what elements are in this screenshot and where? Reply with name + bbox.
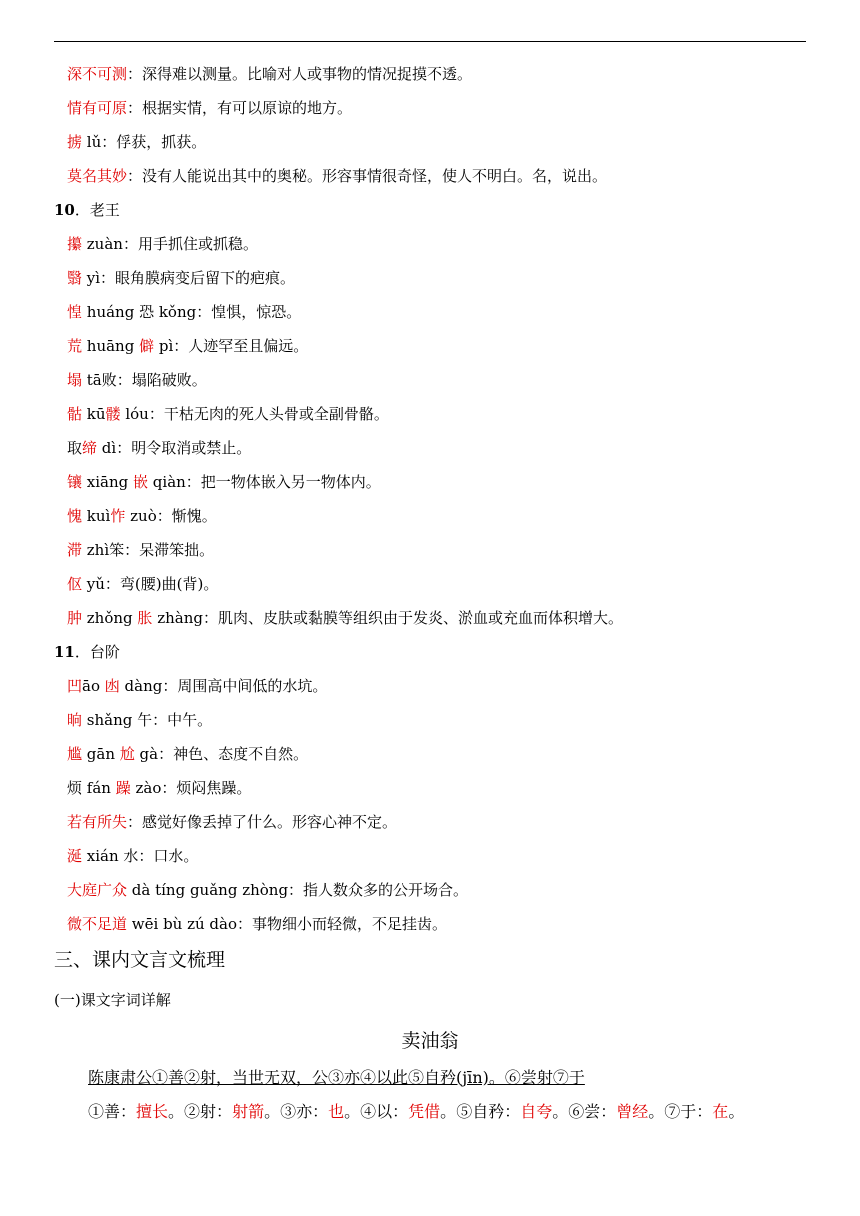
entry-line — [67, 64, 472, 84]
vocab-item: 若有所失：感觉好像丢掉了什么。形容心神不定。 — [67, 813, 398, 831]
vocab-item: 塌 tā败：塌陷破败。 — [67, 371, 207, 389]
lesson-heading: 11．台阶 — [54, 643, 120, 661]
vocab-item: 伛 yǔ：弯(腰)曲(背)。 — [67, 575, 219, 593]
entry-line — [67, 98, 352, 118]
term: 莫名其妙 — [67, 167, 128, 185]
vocab-item: 肿 zhǒng 胀 zhàng：肌肉、皮肤或黏膜等组织由于发炎、淤血或充血而体积增大。 — [67, 609, 623, 627]
definition: ：俘获，抓获。 — [101, 133, 207, 151]
pinyin: lǔ — [82, 133, 102, 151]
vocab-item: 涎 xián 水：口水。 — [67, 847, 199, 865]
vocab-item: 取缔 dì：明令取消或禁止。 — [67, 439, 252, 457]
term: 掳 — [67, 133, 83, 151]
vocab-item: 愧 kuì怍 zuò：惭愧。 — [67, 507, 217, 525]
vocab-item: 翳 yì：眼角膜病变后留下的疤痕。 — [67, 269, 296, 287]
header-rule — [54, 41, 806, 42]
vocab-item: 晌 shǎng 午：中午。 — [67, 711, 213, 729]
entry-line — [67, 132, 206, 152]
vocab-item: 滞 zhì笨：呆滞笨拙。 — [67, 541, 215, 559]
vocab-item: 凹āo 凼 dàng：周围高中间低的水坑。 — [67, 677, 328, 695]
poem-title: 卖油翁 — [401, 1030, 459, 1052]
vocab-item: 骷 kū髅 lóu：干枯无肉的死人头骨或全副骨骼。 — [67, 405, 389, 423]
definition: ：没有人能说出其中的奥秘。形容事情很奇怪，使人不明白。名，说出。 — [127, 167, 608, 185]
vocab-item: 荒 huāng 僻 pì：人迹罕至且偏远。 — [67, 337, 309, 355]
vocab-item: 烦 fán 躁 zào：烦闷焦躁。 — [67, 779, 252, 797]
vocab-item: 尴 gān 尬 gà：神色、态度不自然。 — [67, 745, 309, 763]
vocab-item: 攥 zuàn：用手抓住或抓稳。 — [67, 235, 258, 253]
vocab-item: 大庭广众 dà tíng guǎng zhòng：指人数众多的公开场合。 — [67, 881, 469, 899]
entry-line — [67, 166, 607, 186]
source-text: 陈康肃公①善②射，当世无双，公③亦④以此⑤自矜(jīn)。⑥尝射⑦于 — [88, 1068, 585, 1087]
gloss-line: ①善：擅长。②射：射箭。③亦：也。④以：凭借。⑤自矜：自夸。⑥尝：曾经。⑦于：在。 — [88, 1102, 745, 1121]
vocab-item: 镶 xiāng 嵌 qiàn：把一物体嵌入另一物体内。 — [67, 473, 381, 491]
subsection-heading: (一)课文字词详解 — [54, 991, 171, 1009]
lesson-heading: 10．老王 — [54, 201, 120, 219]
vocab-item: 惶 huáng 恐 kǒng：惶惧，惊恐。 — [67, 303, 302, 321]
definition: ：深得难以测量。比喻对人或事物的情况捉摸不透。 — [127, 65, 473, 83]
term: 深不可测 — [67, 65, 128, 83]
section-heading: 三、课内文言文梳理 — [54, 949, 226, 971]
vocab-item: 微不足道 wēi bù zú dào：事物细小而轻微，不足挂齿。 — [67, 915, 448, 933]
definition: ：根据实情，有可以原谅的地方。 — [127, 99, 353, 117]
term: 情有可原 — [67, 99, 128, 117]
